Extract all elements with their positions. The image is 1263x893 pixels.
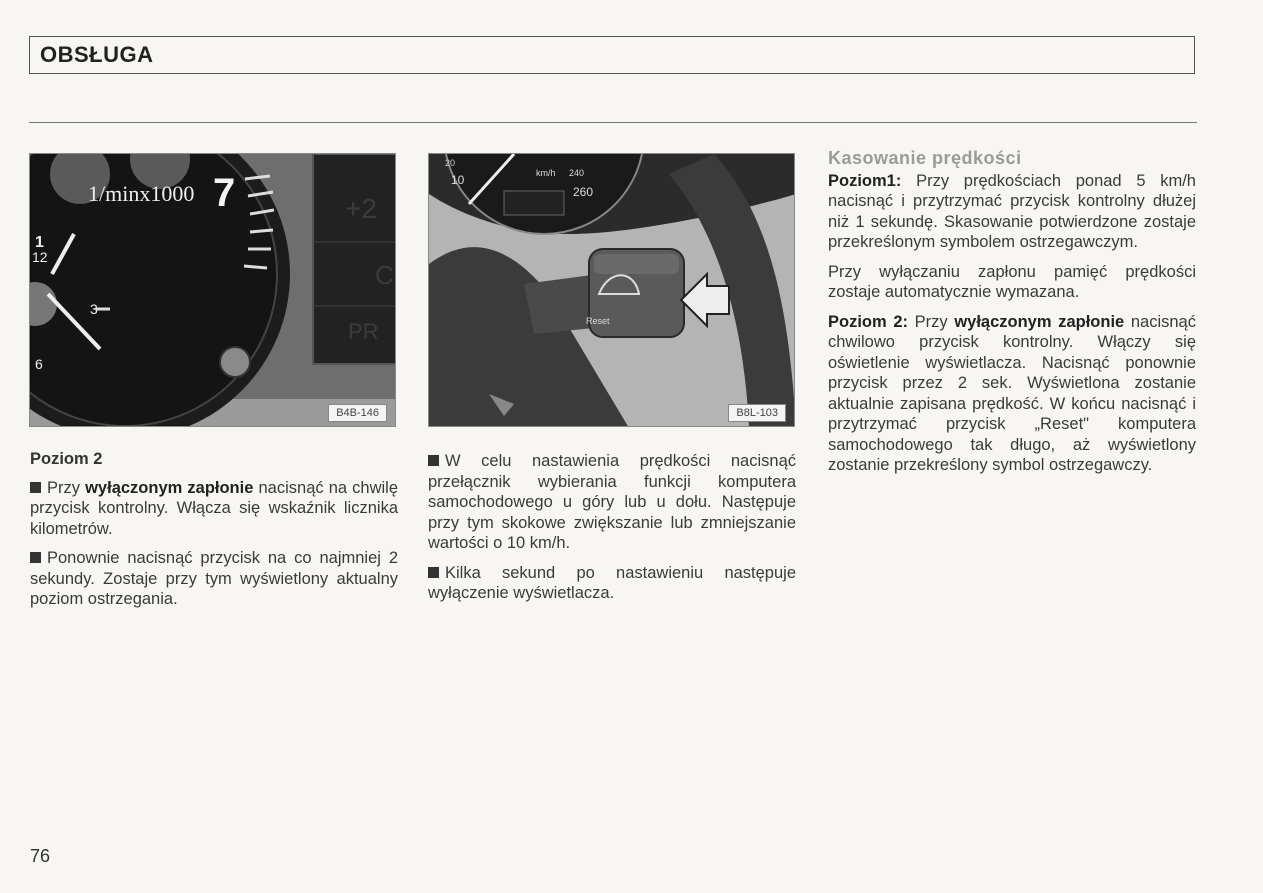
column-3 <box>828 148 1196 485</box>
bullet-icon <box>30 552 41 563</box>
col2-paragraph-1 <box>428 451 796 554</box>
col3-p2-text: Przy wyłączaniu zapłonu pamięć prędkości zostaje automatycznie wymazana. <box>828 262 1196 301</box>
speed-tick-240: 240 <box>569 168 585 178</box>
section-title: OBSŁUGA <box>40 42 154 67</box>
lcd-fragment-3: PR <box>348 319 379 344</box>
col3-paragraph-2 <box>828 262 1196 303</box>
section-header <box>29 36 1195 74</box>
bullet-icon <box>428 455 439 466</box>
figure-label: B8L-103 <box>728 404 786 422</box>
speed-tick-10: 10 <box>451 173 465 187</box>
col3-p3-bold1: Poziom 2: <box>828 312 908 331</box>
column-2 <box>428 451 796 613</box>
col3-paragraph-1 <box>828 171 1196 253</box>
col1-p2-text: Ponownie nacisnąć przycisk na co najmniej 2 sekundy. Zostaje przy tym wyświetlony aktualny poziom ostrzegania. <box>30 549 398 608</box>
col3-p3-post: nacisnąć chwilowo przycisk kontrolny. Włączy się oświetlenie wyświetlacza. Nacisnąć ponownie przycisk przez 2 sek. Wyświetlona zostanie aktualnie zapisana prędkość. W końcu nacisnąć i przytrzymać przycisk „Reset" komputera samochodowego tak długo, aż wyświetlony zostanie przekreślony symbol ostrzegawczy. <box>828 312 1196 474</box>
col1-paragraph-1 <box>30 478 398 540</box>
figure-label: B4B-146 <box>328 404 387 422</box>
tacho-big-number: 7 <box>213 171 236 215</box>
col2-p2-text: Kilka sekund po nastawieniu następuje wyłączenie wyświetlacza. <box>428 563 796 602</box>
col2-paragraph-2 <box>428 563 796 604</box>
tachometer-illustration <box>30 154 396 427</box>
lever-reset-text: Reset <box>586 316 610 326</box>
col3-heading: Kasowanie prędkości <box>828 148 1022 168</box>
col3-p3-mid: Przy <box>908 312 955 331</box>
lcd-fragment-1: +2 <box>345 193 377 224</box>
figure-tachometer <box>29 153 396 427</box>
header-rule <box>29 122 1197 123</box>
col3-p1-bold: Poziom1: <box>828 171 902 190</box>
col2-p1-text: W celu nastawienia prędkości nacisnąć przełącznik wybierania funkcji komputera samochodowego u góry lub u dołu. Następuje przy tym skokowe zwiększanie lub zmniejszanie wartości o 10 km/h. <box>428 452 796 552</box>
speed-unit: km/h <box>536 168 556 178</box>
col1-paragraph-2 <box>30 548 398 610</box>
col3-paragraph-3 <box>828 312 1196 476</box>
col3-p1-post: Przy prędkościach ponad 5 km/h nacisnąć i przytrzymać przycisk kontrolny dłużej niż 1 sekundę. Skasowanie potwierdzone zostaje przekreślonym symbolem ostrzegawczym. <box>828 171 1196 251</box>
tacho-tick-3: 3 <box>90 301 98 317</box>
col1-heading: Poziom 2 <box>30 450 103 468</box>
lcd-fragment-2: C <box>375 260 394 290</box>
tacho-tick-6: 6 <box>35 356 43 372</box>
col3-p3-bold2: wyłączonym zapłonie <box>954 312 1125 331</box>
tacho-tick-12: 12 <box>32 249 48 265</box>
col1-p1-bold: wyłączonym zapłonie <box>85 478 254 497</box>
column-1 <box>30 449 398 619</box>
tacho-unit-label: 1/minx1000 <box>88 181 195 206</box>
bullet-icon <box>30 482 41 493</box>
bullet-icon <box>428 567 439 578</box>
col1-p1-post: nacisnąć na chwilę przycisk kontrolny. Włącza się wskaźnik licznika kilometrów. <box>30 478 399 538</box>
tacho-tick-1: 1 <box>35 234 44 251</box>
col1-p1-pre: Przy <box>47 478 86 497</box>
page-number: 76 <box>30 846 51 866</box>
speed-tick-20: 20 <box>445 158 456 168</box>
figure-lever <box>428 153 795 427</box>
reset-knob <box>220 347 250 377</box>
speed-tick-260: 260 <box>573 185 594 199</box>
lever-illustration <box>429 154 795 427</box>
